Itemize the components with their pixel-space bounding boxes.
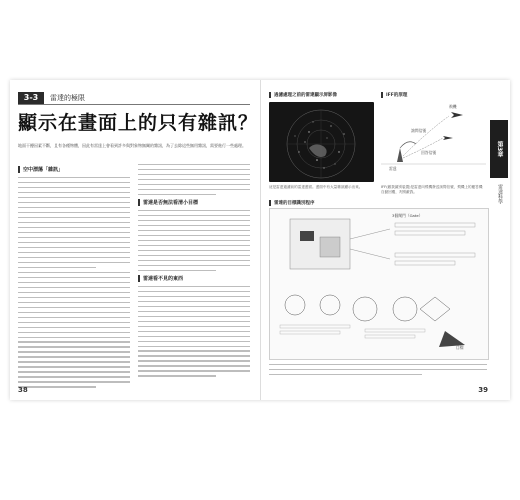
label-target: 目標	[456, 345, 464, 350]
text-column-1	[18, 164, 130, 391]
subhead: 空中漂蕩「雜訊」	[18, 166, 130, 173]
chapter-subtitle: 雷達科學	[497, 184, 503, 204]
label-gate: 3個閘門（Gate）	[392, 213, 423, 218]
book-spread	[10, 80, 510, 400]
page-number: 39	[478, 386, 488, 394]
section-title: 雷達的極限	[50, 94, 85, 102]
figure-title: 雷達的目標識別程序	[269, 200, 315, 206]
figure-caption: IFF(敵我識別裝置)是雷達向飛機發送詢問信號，飛機上的應答機自動回覆，判別敵我。	[381, 185, 483, 194]
label-reply: 回答信號	[421, 150, 437, 155]
label-interrogation: 詢問信號	[411, 128, 427, 133]
figure-caption: 這是雷達過濾前的雷達畫面。畫面中有大量雜訊顯示出來。	[269, 185, 363, 189]
iff-diagram	[381, 102, 486, 182]
radar-scope-image	[269, 102, 374, 182]
process-diagram	[269, 208, 489, 360]
label-aircraft: 飛機	[449, 104, 457, 109]
figure-title: 過濾處理之前的雷達顯示屏影像	[269, 92, 337, 98]
section-header	[18, 92, 250, 105]
right-page	[261, 80, 510, 400]
text-column-2	[138, 164, 250, 380]
left-page	[10, 80, 260, 400]
headline: 顯示在畫面上的只有雜訊？	[18, 112, 259, 134]
bottom-caption	[269, 364, 487, 379]
intro-paragraph: 地面干擾因素不斷，且有各種物體，因此有雷達上會看到許多與對象物無關的雜訊，為了去除這些無用雜訊，需要進行一些處理。	[18, 143, 246, 148]
label-radar: 雷達	[389, 166, 397, 171]
section-number: 3-3	[18, 92, 44, 104]
figure-title: IFF的原理	[381, 92, 407, 98]
subhead: 雷達看不見的東西	[138, 275, 250, 282]
subhead: 雷達是否無法看清小目標	[138, 199, 250, 206]
page-number: 38	[18, 386, 28, 394]
chapter-tab: 第3章	[490, 120, 508, 178]
